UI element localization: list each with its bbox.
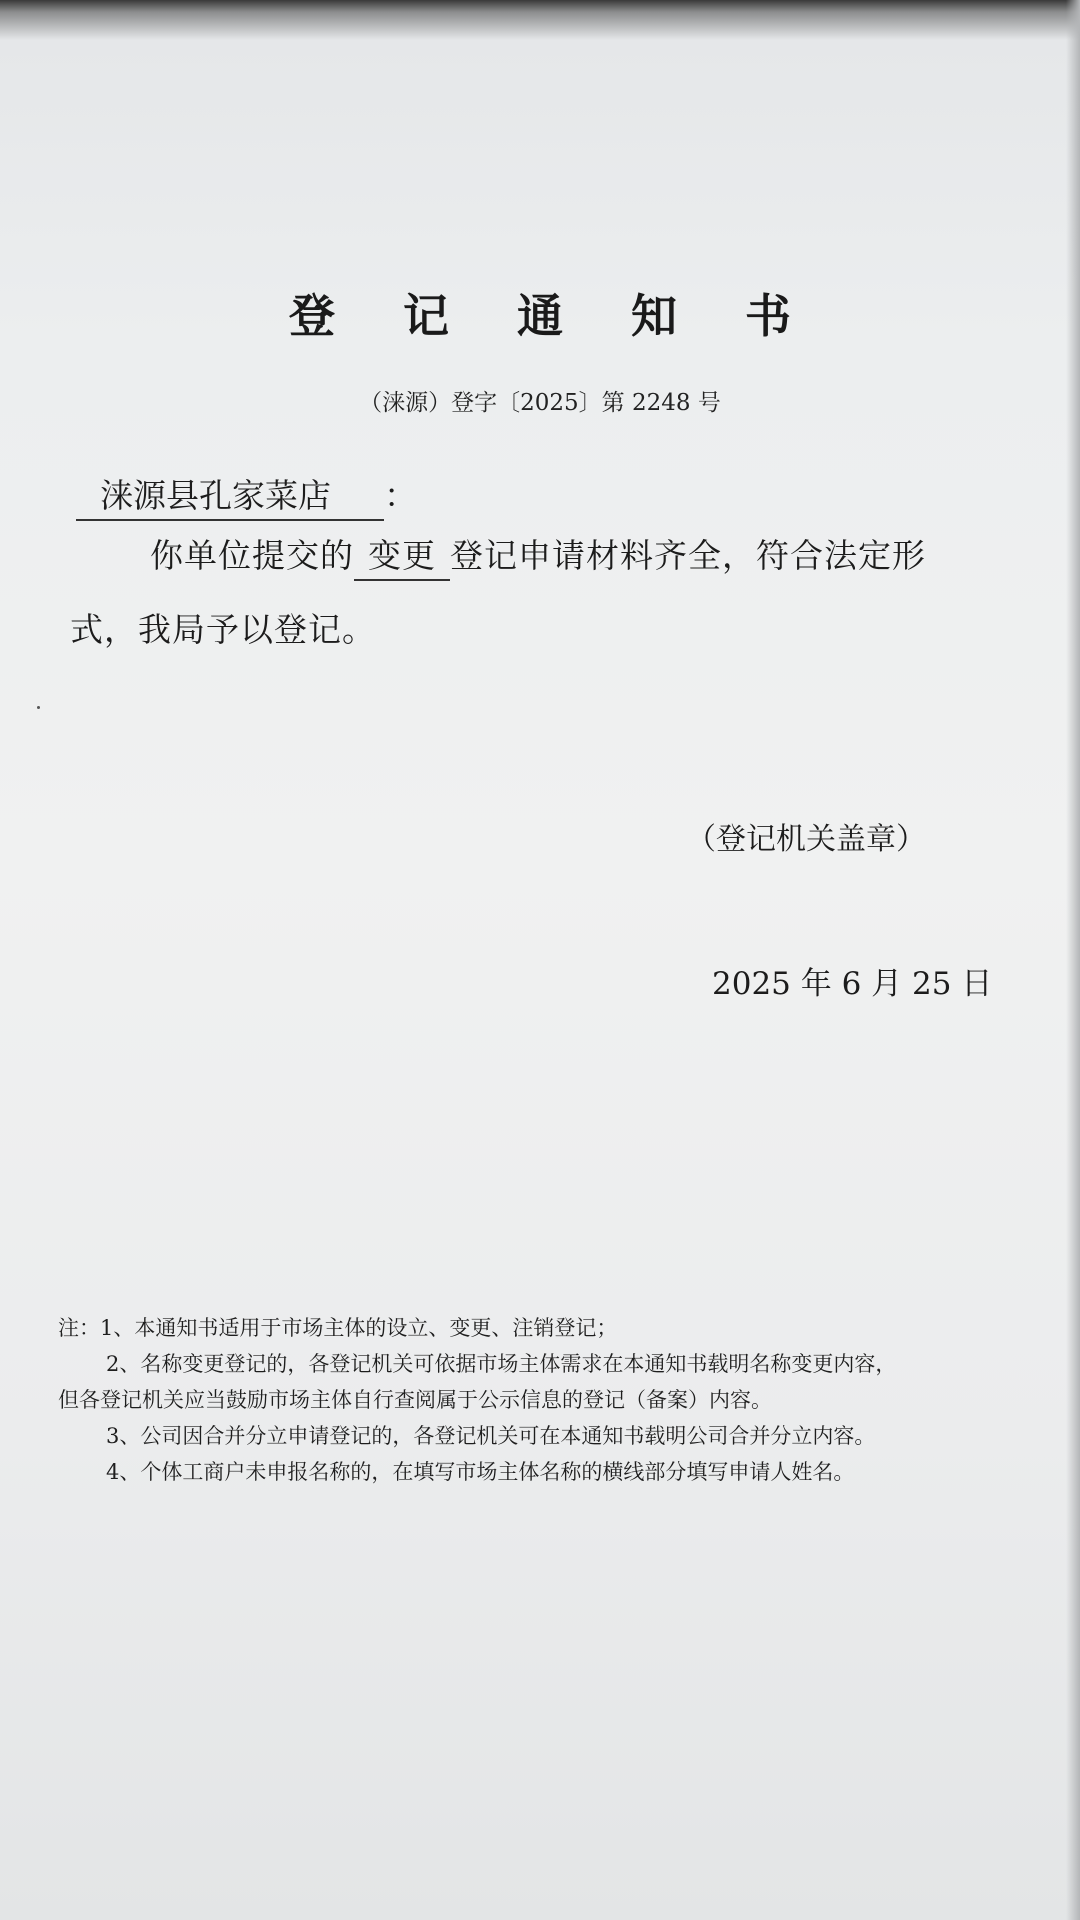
issue-date: 2025 年 6 月 25 日 — [712, 966, 993, 1002]
note-1: 注：1、本通知书适用于市场主体的设立、变更、注销登记； — [58, 1316, 618, 1340]
addressee-name: 涞源县孔家菜店 — [76, 470, 384, 521]
paper-speck — [37, 706, 40, 709]
page-top-shadow — [0, 0, 1080, 40]
body-line-1-suffix: 登记申请材料齐全，符合法定形 — [450, 536, 926, 575]
note-2-line-2: 但各登记机关应当鼓励市场主体自行查阅属于公示信息的登记（备案）内容。 — [58, 1388, 772, 1412]
notes-section — [58, 1310, 1018, 1490]
addressee-colon: ： — [384, 476, 417, 515]
registration-type: 变更 — [354, 530, 450, 581]
note-3: 3、公司因合并分立申请登记的，各登记机关可在本通知书载明公司合并分立内容。 — [106, 1424, 876, 1448]
document-title: 登 记 通 知 书 — [288, 289, 818, 343]
body-line-1-prefix: 你单位提交的 — [150, 536, 354, 575]
seal-note: （登记机关盖章） — [686, 822, 926, 857]
document-number: （涞源）登字〔2025〕第 2248 号 — [359, 390, 721, 416]
addressee-line — [76, 470, 417, 521]
body-line-2: 式，我局予以登记。 — [70, 610, 376, 649]
body-line-1 — [150, 530, 926, 581]
note-4: 4、个体工商户未申报名称的，在填写市场主体名称的横线部分填写申请人姓名。 — [106, 1460, 855, 1484]
note-2-line-1: 2、名称变更登记的，各登记机关可依据市场主体需求在本通知书载明名称变更内容， — [106, 1352, 897, 1376]
